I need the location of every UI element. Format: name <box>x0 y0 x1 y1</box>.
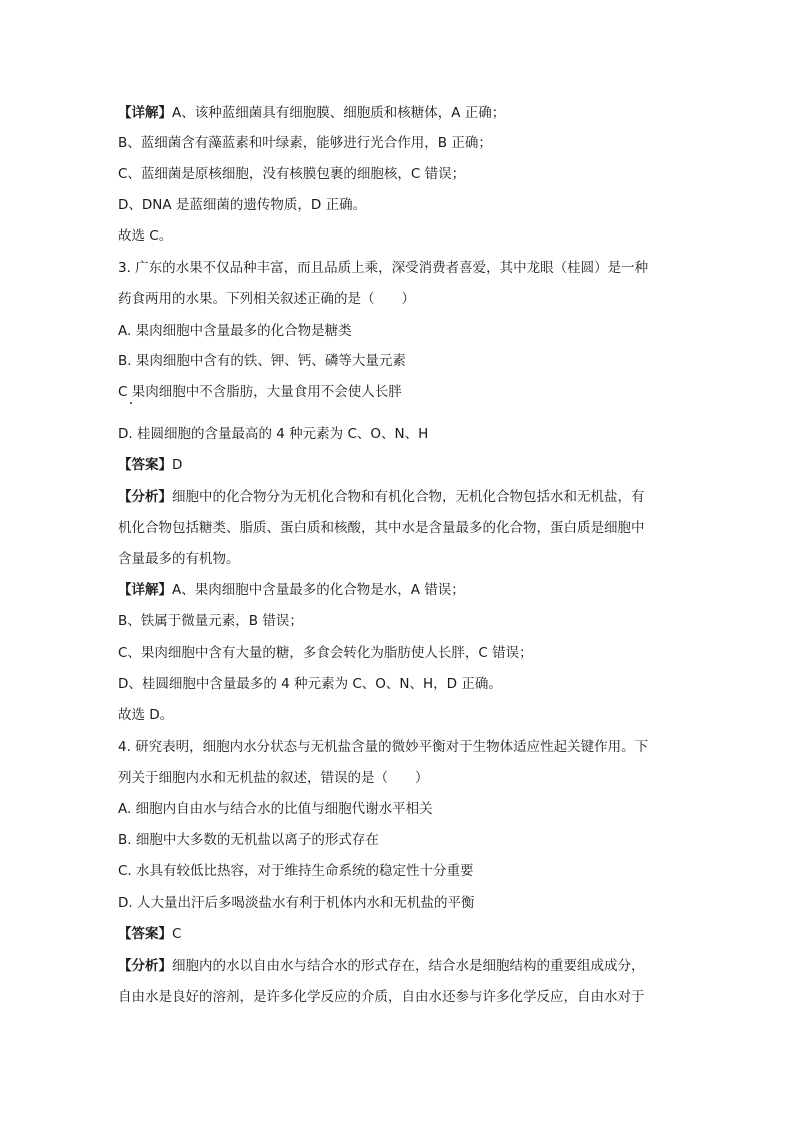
text-line: B、蓝细菌含有藻蓝素和叶绿素，能够进行光合作用，B 正确； <box>118 135 492 151</box>
section-label: 【详解】 <box>118 582 172 598</box>
option-line: C 果肉细胞中不含脂肪，大量食用不会使人长胖 <box>118 384 402 400</box>
question-line: 4. 研究表明，细胞内水分状态与无机盐含量的微妙平衡对于生物体适应性起关键作用。下 <box>118 739 649 755</box>
section-label: 【分析】 <box>118 958 172 974</box>
text-line: 【详解】A、该种蓝细菌具有细胞膜、细胞质和核糖体，A 正确； <box>118 105 506 121</box>
section-label: 【详解】 <box>118 105 172 121</box>
text-line: D、DNA 是蓝细菌的遗传物质，D 正确。 <box>118 197 367 213</box>
text-line: D、桂圆细胞中含量最多的 4 种元素为 C、O、N、H，D 正确。 <box>118 676 502 692</box>
option-line: C. 水具有较低比热容，对于维持生命系统的稳定性十分重要 <box>118 863 474 879</box>
section-label: 【分析】 <box>118 489 172 505</box>
text-line: 自由水是良好的溶剂，是许多化学反应的介质，自由水还参与许多化学反应，自由水对于 <box>118 989 645 1005</box>
text-line: 机化合物包括糖类、脂质、蛋白质和核酸，其中水是含量最多的化合物，蛋白质是细胞中 <box>118 520 645 536</box>
question-line: 3. 广东的水果不仅品种丰富，而且品质上乘，深受消费者喜爱，其中龙眼（桂圆）是一种 <box>118 260 649 276</box>
stray-dot <box>130 402 132 404</box>
text-line: C、蓝细菌是原核细胞，没有核膜包裹的细胞核，C 错误； <box>118 166 466 182</box>
option-line: A. 果肉细胞中含量最多的化合物是糖类 <box>118 323 352 339</box>
question-line: 药食两用的水果。下列相关叙述正确的是（ ） <box>118 291 415 307</box>
text-line: C、果肉细胞中含有大量的糖，多食会转化为脂肪使人长胖，C 错误； <box>118 645 533 661</box>
option-line: A. 细胞内自由水与结合水的比值与细胞代谢水平相关 <box>118 801 433 817</box>
text-line: 【答案】D <box>118 457 183 473</box>
option-line: B. 细胞中大多数的无机盐以离子的形式存在 <box>118 832 379 848</box>
option-line: B. 果肉细胞中含有的铁、钾、钙、磷等大量元素 <box>118 353 406 369</box>
section-label: 【答案】 <box>118 926 172 942</box>
text-line: 【分析】细胞中的化合物分为无机化合物和有机化合物，无机化合物包括水和无机盐，有 <box>118 489 645 505</box>
text-line: 故选 C。 <box>118 228 173 244</box>
option-line: D. 桂圆细胞的含量最高的 4 种元素为 C、O、N、H <box>118 426 429 442</box>
text-line: B、铁属于微量元素，B 错误； <box>118 613 303 629</box>
text-line: 【答案】C <box>118 926 182 942</box>
option-line: D. 人大量出汗后多喝淡盐水有利于机体内水和无机盐的平衡 <box>118 895 475 911</box>
text-line: 【分析】细胞内的水以自由水与结合水的形式存在，结合水是细胞结构的重要组成成分， <box>118 958 645 974</box>
text-line: 【详解】A、果肉细胞中含量最多的化合物是水，A 错误； <box>118 582 465 598</box>
question-line: 列关于细胞内水和无机盐的叙述，错误的是（ ） <box>118 770 429 786</box>
section-label: 【答案】 <box>118 457 172 473</box>
text-line: 含量最多的有机物。 <box>118 551 240 567</box>
text-line: 故选 D。 <box>118 707 174 723</box>
